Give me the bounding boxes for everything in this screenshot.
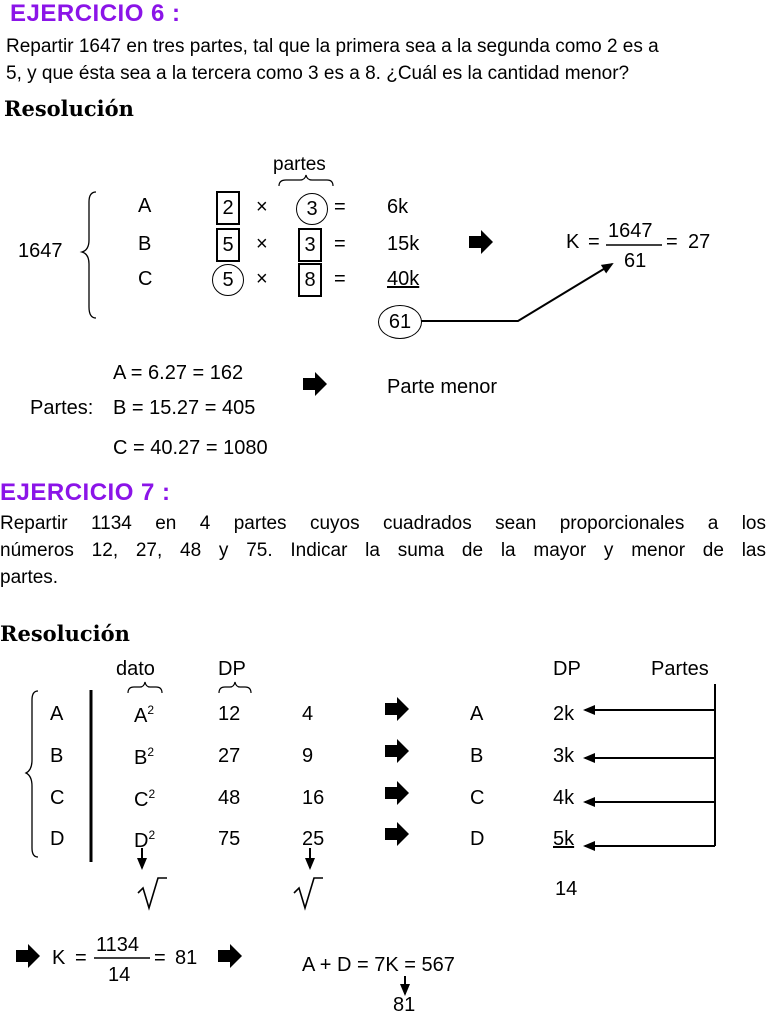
ej6-equals-sign: = bbox=[334, 268, 346, 290]
ej7-row-square: $C^2$ bbox=[134, 787, 156, 811]
ej7-row-dp: 12 bbox=[218, 703, 241, 725]
ej7-row-letter-right: C bbox=[470, 787, 485, 809]
ej7-dato-brace bbox=[128, 682, 162, 693]
ej6-row-letter-a: A bbox=[138, 195, 152, 217]
ej7-row-k: 5k bbox=[553, 828, 575, 850]
ej7-dato-label: dato bbox=[116, 658, 155, 680]
ej7-statement-line1: Repartir 1134 en 4 partes cuyos cuadrados sean proporcionales a los bbox=[0, 513, 766, 534]
ej7-row-letter-right: B bbox=[470, 745, 484, 767]
ej7-right-arrow-icon bbox=[385, 822, 409, 846]
ej7-final-equation: A + D = 7K = 567 bbox=[302, 954, 455, 976]
ej6-partes-label: partes bbox=[273, 154, 326, 175]
ej6-result: 40k bbox=[387, 268, 420, 290]
ej6-k-numerator: 1647 bbox=[608, 220, 653, 242]
sqrt-icon bbox=[294, 878, 323, 908]
ej6-boxed-factor: 5 bbox=[216, 228, 240, 262]
ej7-row-letter-right: D bbox=[470, 828, 485, 850]
ej7-k-arrow-icon bbox=[16, 944, 40, 968]
ej7-row-root: 16 bbox=[302, 787, 325, 809]
ej7-row-letter-right: A bbox=[470, 703, 484, 725]
ej6-boxed-factor: 2 bbox=[216, 191, 240, 225]
sqrt-icon bbox=[138, 878, 167, 908]
ej7-row-k: 2k bbox=[553, 703, 575, 725]
ej7-left-brace bbox=[26, 691, 38, 857]
ej6-parte-menor: Parte menor bbox=[387, 376, 498, 398]
ej6-right-arrow-icon bbox=[469, 230, 493, 254]
ej6-equals-sign: = bbox=[334, 233, 346, 255]
ej6-part-a: A = 6.27 = 162 bbox=[113, 362, 244, 384]
ej6-total: 1647 bbox=[18, 240, 63, 262]
ej6-statement-line2: 5, y que ésta sea a la tercera como 3 es a 8. ¿Cuál es la cantidad menor? bbox=[6, 63, 630, 84]
ej7-row-letter: B bbox=[50, 745, 64, 767]
ej6-result: 6k bbox=[387, 196, 409, 218]
ej7-row-square: $D^2$ bbox=[134, 828, 156, 852]
ej6-circled-factor: 3 bbox=[296, 193, 328, 225]
ej7-row-dp: 48 bbox=[218, 787, 241, 809]
ej7-k-equals: = bbox=[75, 947, 87, 969]
ej7-row-k: 3k bbox=[553, 745, 575, 767]
ej6-partes-brace bbox=[279, 175, 333, 186]
ej7-sum: 14 bbox=[555, 878, 578, 900]
ej7-right-arrow-icon bbox=[385, 781, 409, 805]
ej7-right-arrow-icon bbox=[385, 697, 409, 721]
ej7-row-letter: A bbox=[50, 703, 64, 725]
ej7-dp-label: DP bbox=[218, 658, 246, 680]
ej6-boxed-factor: 3 bbox=[298, 228, 322, 262]
ej6-partes-prefix: Partes: bbox=[30, 397, 94, 419]
ej7-k-denominator: 14 bbox=[108, 964, 131, 986]
ej7-row-root: 9 bbox=[302, 745, 314, 767]
ej7-row-square: $B^2$ bbox=[134, 745, 155, 769]
ej6-resolucion-heading: Resolución bbox=[4, 96, 134, 121]
ej7-row-letter: C bbox=[50, 787, 65, 809]
ej7-row-root: 25 bbox=[302, 828, 325, 850]
ej7-row-letter: D bbox=[50, 828, 65, 850]
ej7-result-arrow-icon bbox=[218, 944, 242, 968]
ej6-title: EJERCICIO 6 : bbox=[10, 0, 181, 27]
ej6-row-letter-c: C bbox=[138, 268, 153, 290]
ej6-row-letter-b: B bbox=[138, 233, 152, 255]
ej6-times-sign: × bbox=[256, 233, 268, 255]
ej6-k-equals: = bbox=[666, 231, 678, 253]
ej7-row-square: $A^2$ bbox=[134, 703, 155, 727]
ej6-part-c: C = 40.27 = 1080 bbox=[113, 437, 268, 459]
ej7-title: EJERCICIO 7 : bbox=[0, 479, 171, 506]
ej6-times-sign: × bbox=[256, 196, 268, 218]
ej6-connector-arrow bbox=[421, 264, 612, 321]
ej7-statement-line2: números 12, 27, 48 y 75. Indicar la suma de la mayor y menor de las bbox=[0, 540, 766, 561]
ej6-k-denominator: 61 bbox=[624, 250, 647, 272]
ej6-equals-sign: = bbox=[334, 196, 346, 218]
ej7-partes-label: Partes bbox=[651, 658, 709, 680]
ej7-row-dp: 27 bbox=[218, 745, 241, 767]
ej7-k-equals: = bbox=[154, 947, 166, 969]
ej6-left-brace bbox=[82, 192, 96, 318]
ej6-statement-line1: Repartir 1647 en tres partes, tal que la primera sea a la segunda como 2 es a bbox=[6, 36, 659, 57]
ej7-dp-label-right: DP bbox=[553, 658, 581, 680]
ej7-row-k: 4k bbox=[553, 787, 575, 809]
ej6-k-label: K bbox=[566, 231, 580, 253]
ej6-result: 15k bbox=[387, 233, 420, 255]
ej7-row-dp: 75 bbox=[218, 828, 241, 850]
ej6-boxed-factor: 8 bbox=[298, 263, 322, 297]
ej6-times-sign: × bbox=[256, 268, 268, 290]
ej7-dp-brace bbox=[219, 682, 251, 693]
ej7-statement-line3: partes. bbox=[0, 567, 59, 588]
ej7-right-arrow-icon bbox=[385, 739, 409, 763]
ej7-k-label: K bbox=[52, 947, 66, 969]
ej6-sum-circled: 61 bbox=[378, 305, 422, 339]
ej7-row-root: 4 bbox=[302, 703, 314, 725]
ej6-circled-factor: 5 bbox=[212, 264, 244, 296]
ej7-final-substitution: 81 bbox=[393, 994, 416, 1016]
ej7-k-numerator: 1134 bbox=[96, 934, 140, 956]
ej7-k-value: 81 bbox=[175, 947, 198, 969]
ej6-part-b: B = 15.27 = 405 bbox=[113, 397, 256, 419]
ej7-resolucion-heading: Resolución bbox=[0, 621, 130, 646]
ej6-parte-menor-arrow-icon bbox=[303, 372, 327, 396]
ej6-k-equals: = bbox=[588, 231, 600, 253]
ej6-k-value: 27 bbox=[688, 231, 711, 253]
